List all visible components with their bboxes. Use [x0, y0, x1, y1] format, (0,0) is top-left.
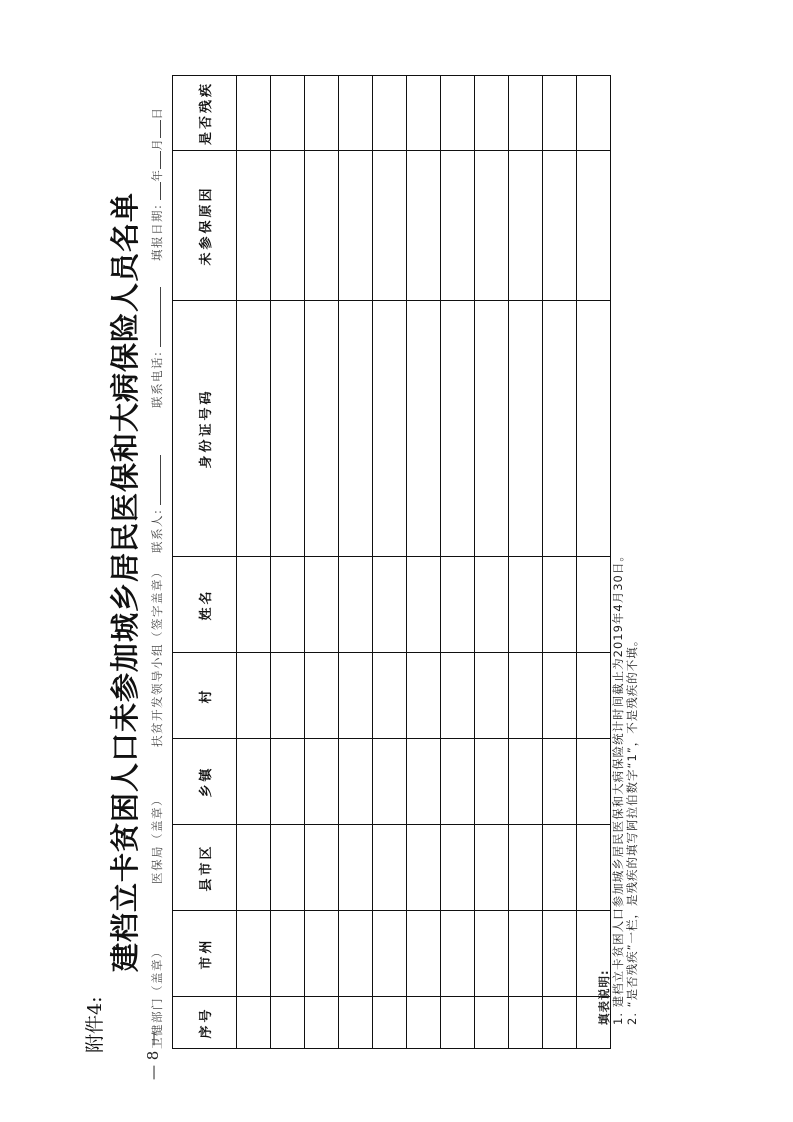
health-dept-seal-label: 卫健部门（盖章）: [150, 945, 164, 1049]
table-cell[interactable]: [441, 911, 475, 997]
table-cell[interactable]: [543, 151, 577, 301]
document-title: 建档立卡贫困人口未参加城乡居民医保和大病保险人员名单: [108, 192, 142, 973]
table-cell[interactable]: [475, 557, 509, 653]
column-header-index: 序号: [173, 997, 237, 1049]
table-cell[interactable]: [509, 557, 543, 653]
signature-row: [149, 0, 169, 1122]
table-cell[interactable]: [509, 151, 543, 301]
table-cell[interactable]: [271, 653, 305, 739]
contact-phone-blank: [150, 287, 161, 347]
table-cell[interactable]: [543, 301, 577, 557]
year-label: 年: [150, 168, 164, 182]
column-header-name: 姓名: [173, 557, 237, 653]
table-cell[interactable]: [441, 76, 475, 151]
table-cell[interactable]: [305, 997, 339, 1049]
table-cell[interactable]: [407, 997, 441, 1049]
table-cell[interactable]: [543, 557, 577, 653]
table-cell[interactable]: [407, 76, 441, 151]
table-cell[interactable]: [271, 76, 305, 151]
table-row: [475, 76, 509, 1049]
table-cell[interactable]: [339, 997, 373, 1049]
table-cell[interactable]: [305, 653, 339, 739]
table-cell[interactable]: [543, 653, 577, 739]
table-cell[interactable]: [543, 997, 577, 1049]
table-cell[interactable]: [237, 997, 271, 1049]
year-blank: [150, 182, 161, 200]
column-header-disabled: 是否残疾: [173, 76, 237, 151]
table-cell[interactable]: [577, 151, 611, 301]
table-cell[interactable]: [237, 653, 271, 739]
fill-instructions: [597, 549, 639, 1025]
table-cell[interactable]: [271, 557, 305, 653]
table-cell[interactable]: [237, 151, 271, 301]
table-cell[interactable]: [509, 301, 543, 557]
table-cell[interactable]: [339, 301, 373, 557]
instructions-heading: 填表说明:: [597, 969, 611, 1025]
table-cell[interactable]: [339, 739, 373, 825]
fill-date-field: [149, 107, 165, 261]
table-row: [271, 76, 305, 1049]
table-cell[interactable]: [475, 997, 509, 1049]
table-cell[interactable]: [475, 653, 509, 739]
medical-insurance-seal-label: 医保局（盖章）: [150, 793, 164, 884]
table-cell[interactable]: [271, 997, 305, 1049]
column-header-prefecture: 市州: [173, 911, 237, 997]
table-row: [373, 76, 407, 1049]
table-cell[interactable]: [271, 739, 305, 825]
table-cell[interactable]: [441, 653, 475, 739]
table-cell[interactable]: [271, 301, 305, 557]
column-header-uninsured-reason: 未参保原因: [173, 151, 237, 301]
table-cell[interactable]: [509, 76, 543, 151]
contact-phone-field: [149, 287, 165, 408]
table-cell[interactable]: [305, 557, 339, 653]
contact-phone-label: 联系电话:: [150, 350, 164, 408]
table-cell[interactable]: [543, 76, 577, 151]
table-row: [441, 76, 475, 1049]
table-row: [509, 76, 543, 1049]
table-cell[interactable]: [441, 739, 475, 825]
column-header-township: 乡镇: [173, 739, 237, 825]
day-label: 日: [150, 106, 164, 120]
column-header-id-number: 身份证号码: [173, 301, 237, 557]
table-cell[interactable]: [407, 825, 441, 911]
table-cell[interactable]: [543, 911, 577, 997]
table-cell[interactable]: [509, 997, 543, 1049]
table-cell[interactable]: [237, 911, 271, 997]
month-label: 月: [150, 137, 164, 151]
table-cell[interactable]: [577, 76, 611, 151]
table-cell[interactable]: [407, 557, 441, 653]
table-cell[interactable]: [271, 151, 305, 301]
column-header-county: 县市区: [173, 825, 237, 911]
table-cell[interactable]: [441, 301, 475, 557]
table-cell[interactable]: [373, 825, 407, 911]
table-cell[interactable]: [543, 825, 577, 911]
table-cell[interactable]: [407, 151, 441, 301]
table-cell[interactable]: [305, 151, 339, 301]
table-cell[interactable]: [509, 825, 543, 911]
table-row: [237, 76, 271, 1049]
table-cell[interactable]: [373, 911, 407, 997]
table-cell[interactable]: [237, 301, 271, 557]
table-cell[interactable]: [271, 825, 305, 911]
table-cell[interactable]: [373, 997, 407, 1049]
table-row: [543, 76, 577, 1049]
contact-person-blank: [150, 455, 161, 505]
table-cell[interactable]: [509, 911, 543, 997]
table-cell[interactable]: [475, 76, 509, 151]
table-cell[interactable]: [339, 76, 373, 151]
table-cell[interactable]: [237, 557, 271, 653]
table-row: [407, 76, 441, 1049]
table-cell[interactable]: [475, 825, 509, 911]
table-cell[interactable]: [305, 911, 339, 997]
table-cell[interactable]: [373, 301, 407, 557]
page-number: — 8 —: [144, 1030, 162, 1080]
table-cell[interactable]: [441, 997, 475, 1049]
day-blank: [150, 120, 161, 138]
table-cell[interactable]: [237, 739, 271, 825]
table-cell[interactable]: [441, 825, 475, 911]
contact-person-label: 联系人:: [150, 508, 164, 553]
attachment-label: 附件4:: [84, 996, 106, 1053]
table-cell[interactable]: [237, 76, 271, 151]
table-cell[interactable]: [475, 151, 509, 301]
table-cell[interactable]: [509, 653, 543, 739]
table-cell[interactable]: [373, 151, 407, 301]
table-cell[interactable]: [509, 739, 543, 825]
poverty-office-seal-label: 扶贫开发领导小组（签字盖章）: [150, 565, 164, 747]
table-row: [305, 76, 339, 1049]
table-cell[interactable]: [441, 151, 475, 301]
table-cell[interactable]: [339, 825, 373, 911]
table-cell[interactable]: [543, 739, 577, 825]
table-cell[interactable]: [339, 653, 373, 739]
column-header-village: 村: [173, 653, 237, 739]
roster-table: [172, 75, 611, 1049]
table-cell[interactable]: [339, 557, 373, 653]
table-cell[interactable]: [373, 76, 407, 151]
table-cell[interactable]: [305, 301, 339, 557]
table-header-row: [173, 76, 237, 1049]
table-cell[interactable]: [339, 151, 373, 301]
table-cell[interactable]: [407, 653, 441, 739]
month-blank: [150, 151, 161, 169]
table-cell[interactable]: [373, 739, 407, 825]
table-cell[interactable]: [305, 825, 339, 911]
instruction-item-2: 2. “是否残疾”一栏，是残疾的填写阿拉伯数字“1”，不是残疾的不填。: [625, 633, 639, 1025]
table-cell[interactable]: [577, 301, 611, 557]
fill-date-label: 填报日期:: [150, 203, 164, 261]
table-cell[interactable]: [339, 911, 373, 997]
table-cell[interactable]: [305, 739, 339, 825]
table-cell[interactable]: [475, 301, 509, 557]
table-cell[interactable]: [441, 557, 475, 653]
table-cell[interactable]: [407, 739, 441, 825]
contact-person-field: [149, 455, 165, 553]
table-cell[interactable]: [475, 739, 509, 825]
table-row: [339, 76, 373, 1049]
table-cell[interactable]: [407, 301, 441, 557]
table-cell[interactable]: [237, 825, 271, 911]
table-cell[interactable]: [373, 557, 407, 653]
table-cell[interactable]: [305, 76, 339, 151]
instruction-item-1: 1. 建档立卡贫困人口参加城乡居民医保和大病保险统计时间截止为2019年4月30日。: [611, 549, 625, 1025]
table-cell[interactable]: [271, 911, 305, 997]
table-body: [237, 76, 611, 1049]
table-cell[interactable]: [373, 653, 407, 739]
table-cell[interactable]: [407, 911, 441, 997]
table-cell[interactable]: [475, 911, 509, 997]
